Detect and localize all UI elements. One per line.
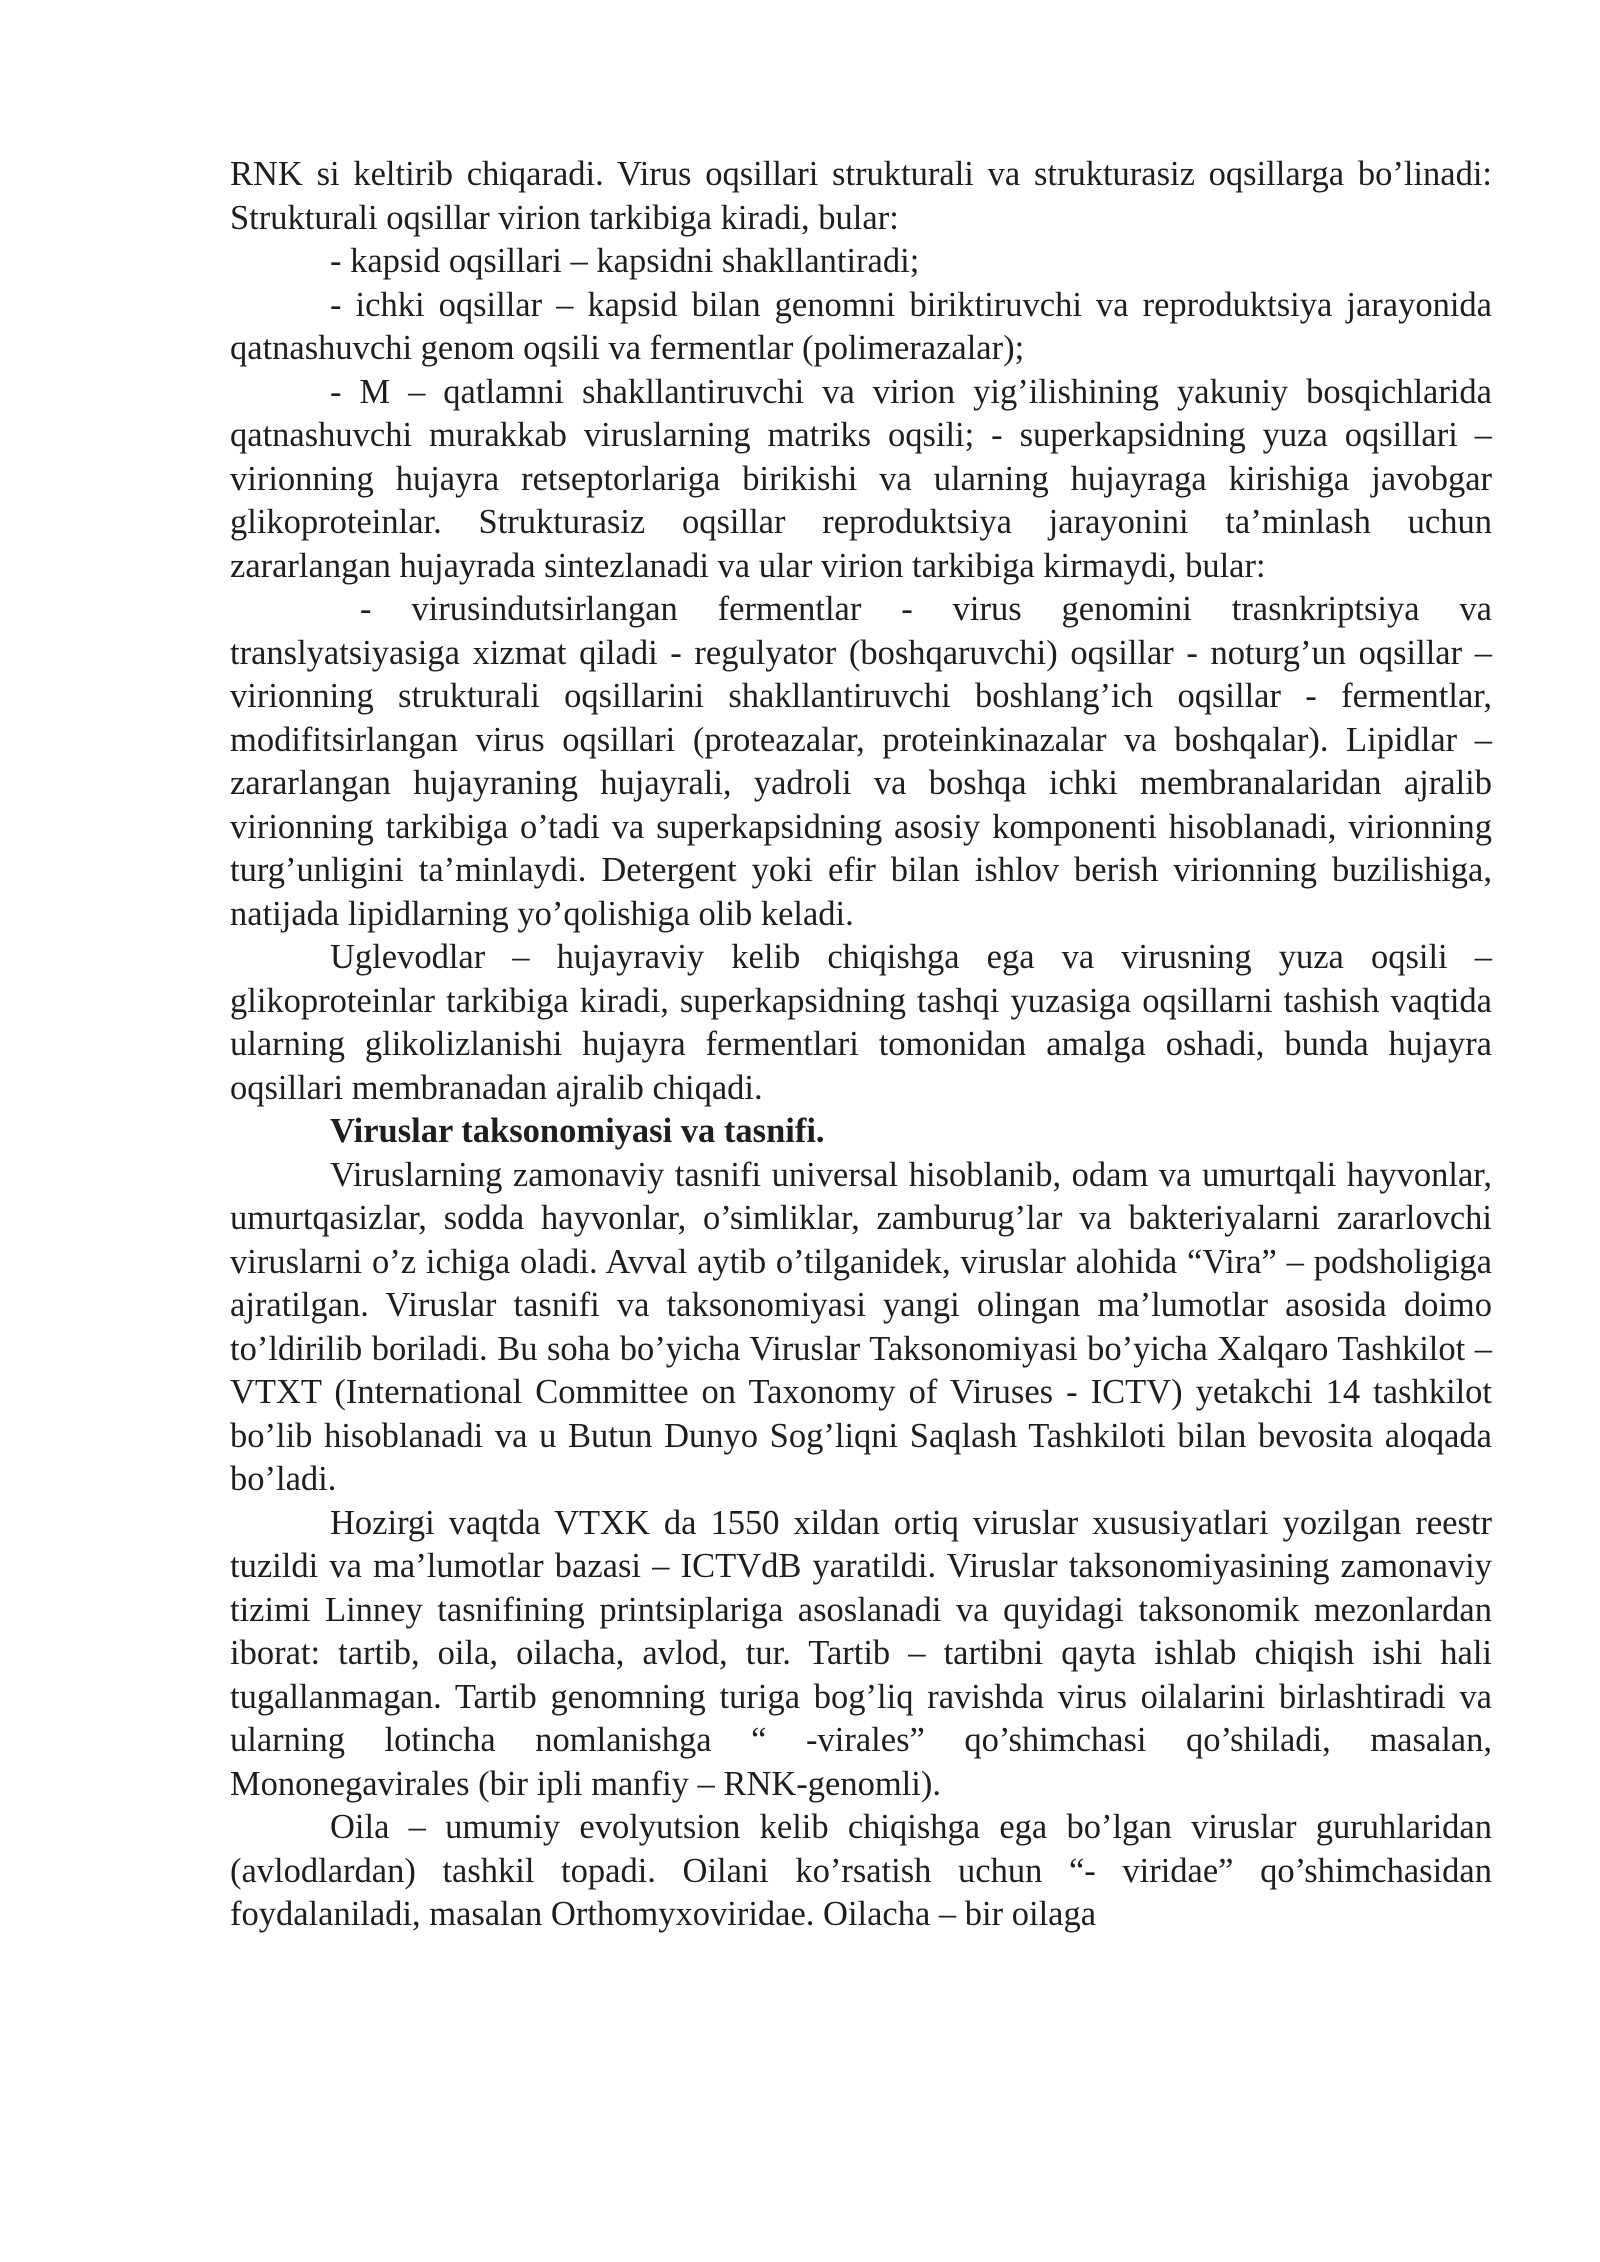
list-item: - ichki oqsillar – kapsid bilan genomni biriktiruvchi va reproduktsiya jarayonida qatnashuvchi genom oqsili va fermentlar (polimerazalar); <box>230 285 1492 367</box>
document-body <box>230 153 1492 1937</box>
paragraph: Uglevodlar – hujayraviy kelib chiqishga ega va virusning yuza oqsili – glikoproteinlar tarkibiga kiradi, superkapsidning tashqi yuzasiga oqsillarni tashish vaqtida ularning glikolizlanishi hujayra fermentlari tomonidan amalga oshadi, bunda hujayra oqsillari membranadan ajralib chiqadi. <box>230 938 1492 1107</box>
list-item: - virusindutsirlangan fermentlar - virus genomini trasnkriptsiya va translyatsiyasiga xizmat qiladi - regulyator (boshqaruvchi) oqsillar - noturg’un oqsillar – virionning strukturali oqsillarini shakllantiruvchi boshlang’ich oqsillar - fermentlar, modifitsirlangan virus oqsillari (proteazalar, proteinkinazalar va boshqalar). Lipidlar – zararlangan hujayraning hujayrali, yadroli va boshqa ichki membranalaridan ajralib virionning tarkibiga o’tadi va superkapsidning asosiy komponenti hisoblanadi, virionning turg’unligini ta’minlaydi. Detergent yoki efir bilan ishlov berish virionning buzilishiga, natijada lipidlarning yo’qolishiga olib keladi. <box>230 590 1492 933</box>
section-heading: Viruslar taksonomiyasi va tasnifi. <box>330 1112 825 1150</box>
paragraph: Hozirgi vaqtda VTXK da 1550 xildan ortiq viruslar xususiyatlari yozilgan reestr tuzildi va ma’lumotlar bazasi – ICTVdB yaratildi. Viruslar taksonomiyasining zamonaviy tizimi Linney tasnifining printsiplariga asoslanadi va quyidagi taksonomik mezonlardan iborat: tartib, oila, oilacha, avlod, tur. Tartib – tartibni qayta ishlab chiqish ishi hali tugallanmagan. Tartib genomning turiga bog’liq ravishda virus oilalarini birlashtiradi va ularning lotincha nomlanishga “ -virales” qo’shimchasi qo’shiladi, masalan, Mononegavirales (bir ipli manfiy – RNK-genomli). <box>230 1503 1492 1803</box>
paragraph: RNK si keltirib chiqaradi. Virus oqsillari strukturali va strukturasiz oqsillarga bo’linadi: Strukturali oqsillar virion tarkibiga kiradi, bular: <box>230 155 1492 237</box>
paragraph: Viruslarning zamonaviy tasnifi universal hisoblanib, odam va umurtqali hayvonlar, umurtqasizlar, sodda hayvonlar, o’simliklar, zamburug’lar va bakteriyalarni zararlovchi viruslarni o’z ichiga oladi. Avval aytib o’tilganidek, viruslar alohida “Vira” – podsholigiga ajratilgan. Viruslar tasnifi va taksonomiyasi yangi olingan ma’lumotlar asosida doimo to’ldirilib boriladi. Bu soha bo’yicha Viruslar Taksonomiyasi bo’yicha Xalqaro Tashkilot – VTXT (International Committee on Taxonomy of Viruses - ICTV) yetakchi 14 tashkilot bo’lib hisoblanadi va u Butun Dunyo Sog’liqni Saqlash Tashkiloti bilan bevosita aloqada bo’ladi. <box>230 1155 1492 1498</box>
list-item: - M – qatlamni shakllantiruvchi va virion yig’ilishining yakuniy bosqichlarida qatnashuvchi murakkab viruslarning matriks oqsili; - superkapsidning yuza oqsillari – virionning hujayra retseptorlariga birikishi va ularning hujayraga kirishiga javobgar glikoproteinlar. Strukturasiz oqsillar reproduktsiya jarayonini ta’minlash uchun zararlangan hujayrada sintezlanadi va ular virion tarkibiga kirmaydi, bular: <box>230 372 1492 585</box>
list-item: - kapsid oqsillari – kapsidni shakllantiradi; <box>330 242 920 280</box>
paragraph: Oila – umumiy evolyutsion kelib chiqishga ega bo’lgan viruslar guruhlaridan (avlodlardan) tashkil topadi. Oilani ko’rsatish uchun “- viridae” qo’shimchasidan foydalaniladi, masalan Orthomyxoviridae. Oilacha – bir oilaga <box>230 1808 1492 1933</box>
